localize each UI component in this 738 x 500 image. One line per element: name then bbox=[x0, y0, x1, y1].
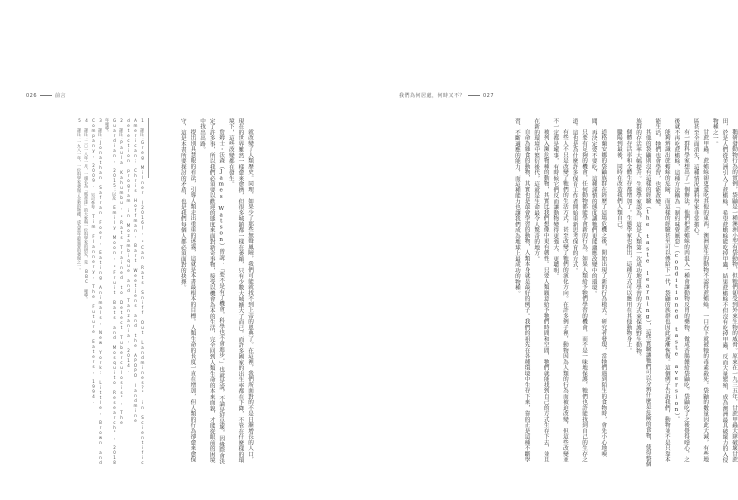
right-running-header bbox=[399, 92, 494, 99]
left-running-header bbox=[26, 92, 66, 99]
body-paragraph: 其他的袋鼬則沒有這樣的經驗（the taste learning），這些實驗讓牠們可以分辨什麼是危險的食物，使得整個族群的存活率大幅提升。生態學家認為，這是人類第一次成功地用學習的方式來保護野生動物。 bbox=[635, 118, 651, 468]
body-paragraph: 有一群科學家想出了一個辦法，他們把蔗蟾蜍的肉混入一種會讓動物反胃的藥物，做成香腸餵給袋鼬吃。袋鼬吃了之後覺得噁心，之後就不再吃蔗蟾蜍，這種方法稱為「制約味覺厭惡」（conditioned taste aversion）。 bbox=[673, 118, 690, 463]
left-page bbox=[0, 0, 260, 500]
body-paragraph: 詹姆士・沃森（James Watson）曾說：「要不是有了機會，科學也不會進步。」也就是說，不論是好是壞，因緣際會決定了許多事，所以我們必須要以歡迎的態度來面對新奇事物，接受以機會為本的生活，完全回到人類生命的本來面貌，才能從眼前的困境中找出出路。 bbox=[199, 118, 225, 465]
body-paragraph: 個體存活率和全體生存都增加了。生態學家也指出，這種方式可以應用在其他動物身上。 bbox=[625, 129, 632, 354]
body-paragraph: 就改變了人類歷史。同理，如果少了那些無聲風險，我們可能就找不到上帝的恩典了。在這裡，我們所面對的不是日漸增長的人口，現在的世界雖然一樣愈來愈擠，但很多城鎮都一樣在萎縮，只有少數大城擴大了而已。而許多國家的出生率都在下降，不管在什麼樣的環境下，這些改變都在發生。 bbox=[227, 118, 253, 463]
body-paragraph: 有些人不只是改變了牠們的生活方式，甚至改變了牠們的演化方向。在許多例子裡，動物因為人類的行為而被迫改變，但這些改變並不一定都是壞事，有時候它們反而讓動物變得更強大、更聰明。 bbox=[552, 118, 568, 463]
left-body-text bbox=[154, 118, 254, 468]
body-paragraph: 提出別具慧眼的看法，引導人類走出重重的迷霧，這就是本書最根本的目標。人類生命的長度一直在增加，但人類的行為卻愈來愈保守，這是本書所要探討的矛盾，也是我們每個人都必須面對的抉擇。 bbox=[179, 118, 196, 463]
body-paragraph: 被列入瀕危物種的動物，其實比我們想像中更有韌性。只要人類願意給予牠們時間和空間，牠們就能找到自己的方式生存下去，並且在新的環境中繁衍後代，這就是生命最令人驚奇的地方。 bbox=[533, 118, 549, 463]
body-paragraph: 自命為雜食的動物，其實也是最會學習的動物，人類本身就是最好的例子。我們的祖先在各種環境中生存下來，靠的正是這種不斷學習、不斷適應的能力，而這種能力也讓我們成為地球上最成功的物種。 bbox=[513, 118, 530, 463]
right-folio: 027 bbox=[482, 93, 494, 99]
body-paragraph: 甘蔗甲蟲，蔗蟾蜍卻更愛吃其他的東西，澳洲原生的動物不認得蔗蟾蜍，一口吞下就被牠的毒素殺死。袋鼬的數量因此大減，有些地區甚至全面消失，這種情況讓科學家非常擔心。 bbox=[692, 118, 709, 463]
footnote: 5 譯注：一九八一年，一位科學家發現了全新的物種，成為當年最重要的發現之一。 bbox=[77, 118, 82, 272]
header-dash bbox=[40, 95, 52, 96]
body-paragraph: 道格蘭安娜的袋鼬族群在經歷了這場危機之後，開始出現了新的行為模式。研究者發現，當牠們遇到陌生的食物時，會先小心地嗅聞，再決定要不要吃，這種謹慎的態度讓牠們更能適應改變中的環境。 bbox=[590, 118, 607, 457]
footnotes bbox=[58, 118, 146, 468]
left-folio: 026 bbox=[26, 93, 38, 99]
footnote: 1 譯注：Greg Milner (2016), "Can Rats Sniff Out Landmines?" in Scientific American; Chris Hoffman, Bart Weetjens and the APOPO landmine detection program in Mozambique and Tanzania, 2014. bbox=[126, 118, 145, 465]
right-body-text bbox=[513, 118, 738, 468]
header-dash bbox=[468, 95, 480, 96]
body-paragraph: 鵝研發動物行為的實例，袋鼬是一種澳洲小型有袋動物，但牠們卻受到外來生物的威脅。原來在一九三五年，甘蔗甲蟲大肆破壞甘蔗田，於是人們從美洲引入了蔗蟾蜍，希望蔗蟾蜍能吃掉甲蟲，結果蔗蟾蜍不但沒有吃掉甲蟲，反而大量繁殖，成為澳洲最具破壞力的入侵物種之一。 bbox=[711, 118, 737, 463]
footnote: 3 譯注：Jonathan Safran Foer, Eating Animals, New York: Little, Brown and Company, 2009. 另可參考 Tim Flannery, The Future Eaters, 1994. bbox=[91, 118, 103, 465]
right-page bbox=[260, 0, 737, 500]
footnote: 4 譯注：二〇一八年一月，一頭名為「瑪蒂達」的大象與一位科學家的研究，見 BBC 報導。 bbox=[84, 118, 89, 301]
footnote: 2 譯注：Paula Kahumbu, "Rats Trained to Detect Tuberculosis", The Guardian, 2015；以及 Emily Moon, "Fruit Bats and Mosquito Research", 2018 年報導。 bbox=[105, 118, 124, 465]
left-header-title: 前言 bbox=[55, 93, 67, 99]
body-paragraph: 臘陽到最後，同時在改造我們人類自己。 bbox=[615, 129, 622, 233]
right-header-title: 我們為何居處，何時又不？ bbox=[398, 93, 465, 99]
body-paragraph: 只要有足夠的機會，任何動物都能學會新的行為。如果人類給予牠們學習的機會，而不是一味地保護，牠們也許能找到自己的生存之道。這也是為什麼許多保育工作者開始重新思考保育的方式。 bbox=[571, 118, 588, 463]
notes-divider bbox=[148, 118, 149, 178]
body-paragraph: 能夠辨識出蔗蟾蜍的危險，而這樣的經驗甚至可以傳給下一代，袋鼬的族群也因此逐漸恢復。這個例子告訴我們，動物並不是只靠本能生活，牠們也會學習，也能改變。 bbox=[654, 118, 670, 463]
